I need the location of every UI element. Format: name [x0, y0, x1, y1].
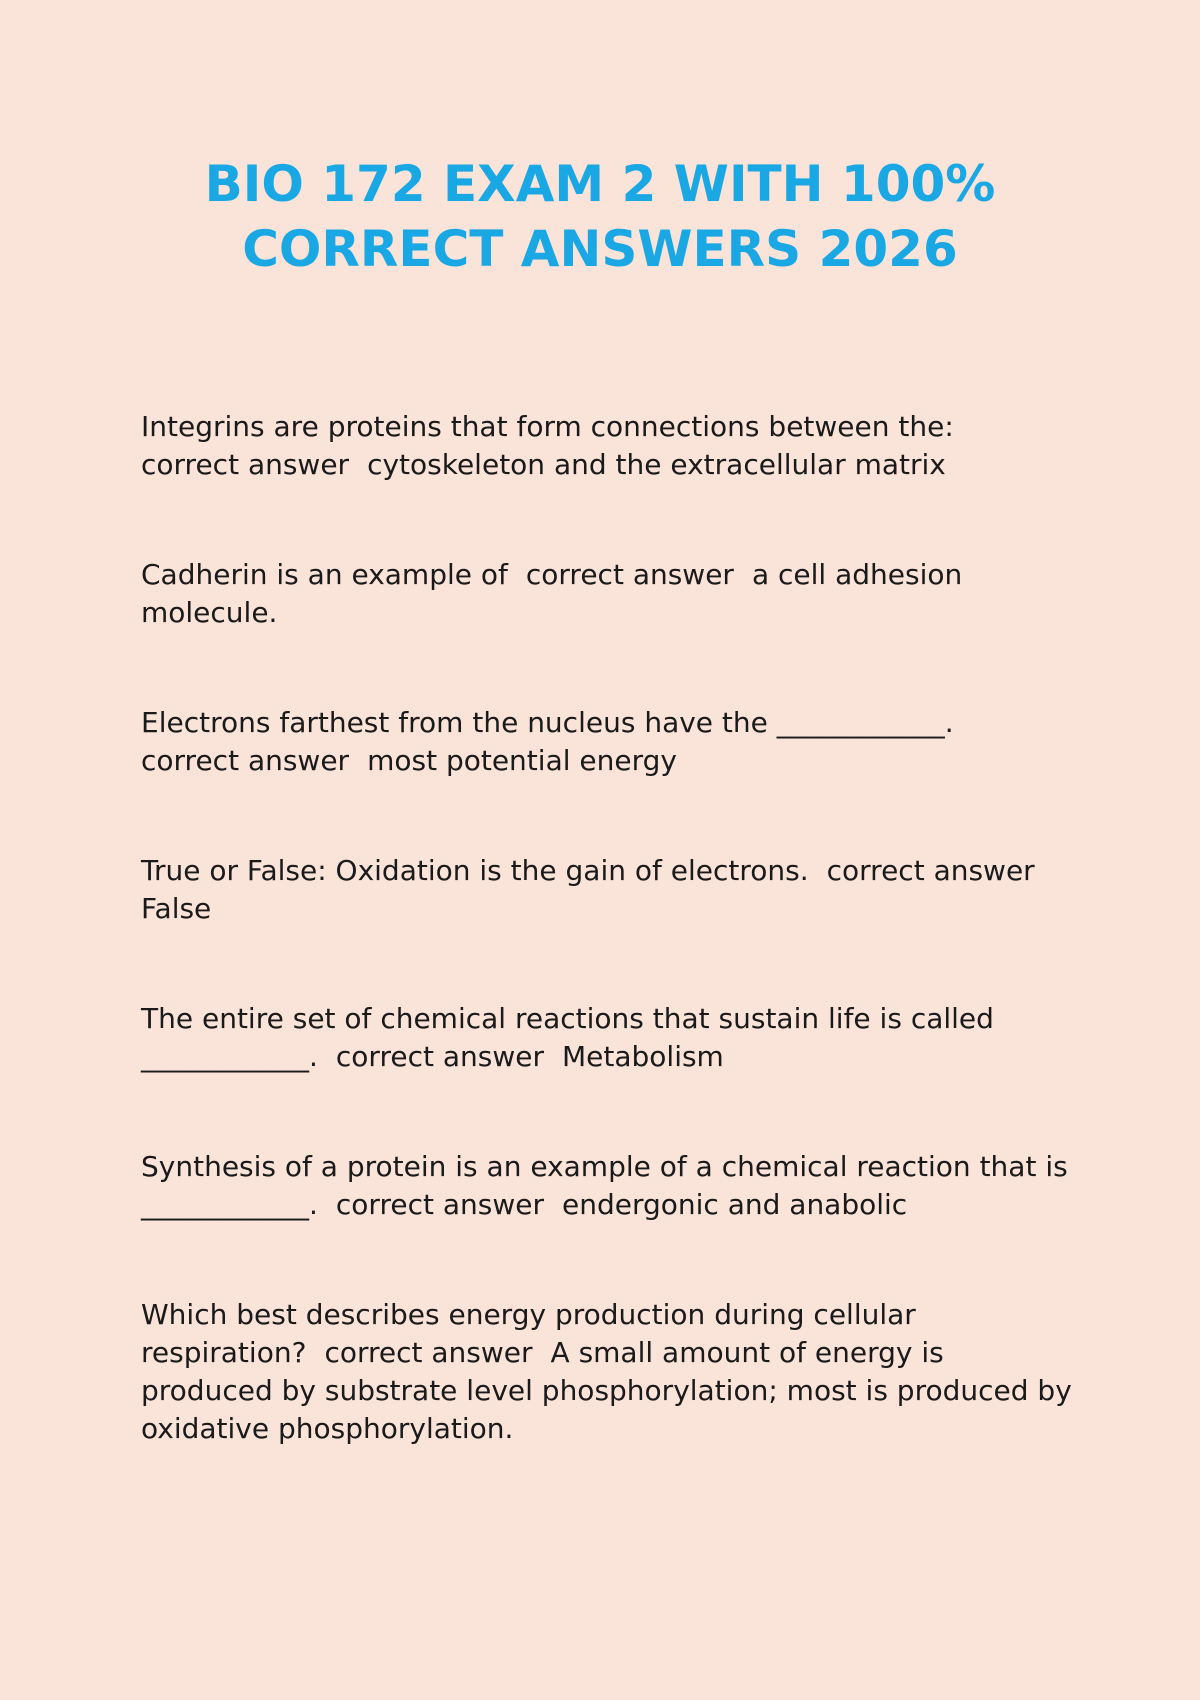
- answer-text: False: [141, 892, 212, 925]
- title-line-2: CORRECT ANSWERS 2026: [242, 220, 958, 278]
- qa-item-6: [141, 1148, 1081, 1224]
- page-title: [0, 152, 1200, 282]
- question-text: Which best describes energy production during cellular respiration?: [141, 1298, 925, 1369]
- question-text: True or False: Oxidation is the gain of electrons.: [141, 854, 809, 887]
- answer-label: correct answer: [335, 1188, 544, 1221]
- answer-label: correct answer: [141, 744, 350, 777]
- answer-label: correct answer: [525, 558, 734, 591]
- answer-text: A small amount of energy is produced by substrate level phosphorylation; most is produced by oxidative phosphorylation.: [141, 1336, 1081, 1445]
- answer-label: correct answer: [826, 854, 1035, 887]
- qa-item-5: [141, 1000, 1081, 1076]
- question-text: The entire set of chemical reactions that sustain life is called ____________.: [141, 1002, 1003, 1073]
- answer-text: endergonic and anabolic: [561, 1188, 908, 1221]
- question-text: Integrins are proteins that form connections between the:: [141, 410, 954, 443]
- title-line-1: BIO 172 EXAM 2 WITH 100%: [204, 155, 996, 213]
- answer-label: correct answer: [335, 1040, 544, 1073]
- qa-item-4: [141, 852, 1081, 928]
- qa-item-3: [141, 704, 1081, 780]
- question-text: Electrons farthest from the nucleus have the ____________.: [141, 706, 954, 739]
- qa-item-1: [141, 408, 1081, 484]
- question-list: [141, 408, 1081, 1520]
- answer-text: Metabolism: [561, 1040, 724, 1073]
- answer-label: correct answer: [324, 1336, 533, 1369]
- qa-item-2: [141, 556, 1081, 632]
- answer-label: correct answer: [141, 448, 350, 481]
- answer-text: cytoskeleton and the extracellular matrix: [367, 448, 946, 481]
- question-text: Synthesis of a protein is an example of a chemical reaction that is ____________.: [141, 1150, 1077, 1221]
- qa-item-7: [141, 1296, 1081, 1448]
- answer-text: most potential energy: [367, 744, 677, 777]
- question-text: Cadherin is an example of: [141, 558, 508, 591]
- answer-text: a cell adhesion molecule.: [141, 558, 972, 629]
